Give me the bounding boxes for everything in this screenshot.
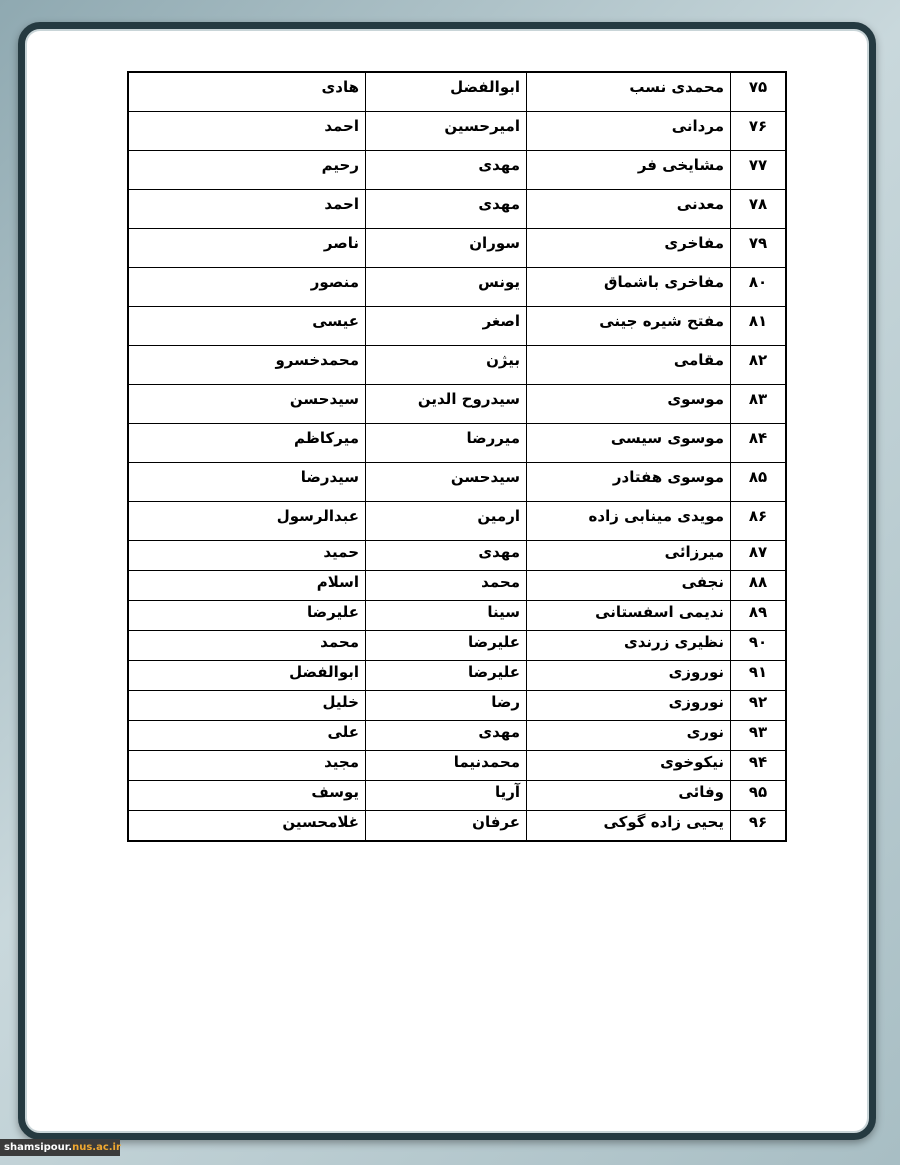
- table-row: [128, 72, 786, 112]
- row-number: ۸۹: [731, 601, 787, 631]
- last-name-cell: مفاخری باشماق: [527, 268, 731, 307]
- table-row: [128, 346, 786, 385]
- last-name-cell: مفتح شیره جینی: [527, 307, 731, 346]
- table-row: [128, 463, 786, 502]
- father-name-cell: علیرضا: [128, 601, 366, 631]
- last-name-cell: ندیمی اسفستانی: [527, 601, 731, 631]
- first-name-cell: علیرضا: [366, 631, 527, 661]
- table-row: [128, 571, 786, 601]
- father-name-cell: عبدالرسول: [128, 502, 366, 541]
- first-name-cell: سوران: [366, 229, 527, 268]
- row-number: ۸۸: [731, 571, 787, 601]
- row-number: ۸۰: [731, 268, 787, 307]
- father-name-cell: غلامحسین: [128, 811, 366, 842]
- father-name-cell: سیدحسن: [128, 385, 366, 424]
- site-watermark: [0, 1139, 120, 1156]
- father-name-cell: رحیم: [128, 151, 366, 190]
- first-name-cell: آریا: [366, 781, 527, 811]
- row-number: ۷۶: [731, 112, 787, 151]
- last-name-cell: موسوی سیسی: [527, 424, 731, 463]
- first-name-cell: مهدی: [366, 721, 527, 751]
- table-row: [128, 424, 786, 463]
- first-name-cell: ارمین: [366, 502, 527, 541]
- father-name-cell: عیسی: [128, 307, 366, 346]
- row-number: ۹۱: [731, 661, 787, 691]
- row-number: ۸۳: [731, 385, 787, 424]
- table-row: [128, 502, 786, 541]
- student-roster-table: [127, 71, 787, 842]
- father-name-cell: یوسف: [128, 781, 366, 811]
- table-row: [128, 691, 786, 721]
- row-number: ۹۳: [731, 721, 787, 751]
- first-name-cell: محمدنیما: [366, 751, 527, 781]
- first-name-cell: اصغر: [366, 307, 527, 346]
- last-name-cell: مویدی مینابی زاده: [527, 502, 731, 541]
- last-name-cell: نظیری زرندی: [527, 631, 731, 661]
- first-name-cell: محمد: [366, 571, 527, 601]
- last-name-cell: وفائی: [527, 781, 731, 811]
- first-name-cell: میررضا: [366, 424, 527, 463]
- row-number: ۷۵: [731, 72, 787, 112]
- table-row: [128, 601, 786, 631]
- last-name-cell: نوروزی: [527, 661, 731, 691]
- row-number: ۹۵: [731, 781, 787, 811]
- father-name-cell: میرکاظم: [128, 424, 366, 463]
- father-name-cell: منصور: [128, 268, 366, 307]
- father-name-cell: احمد: [128, 112, 366, 151]
- father-name-cell: اسلام: [128, 571, 366, 601]
- first-name-cell: سینا: [366, 601, 527, 631]
- father-name-cell: احمد: [128, 190, 366, 229]
- father-name-cell: ناصر: [128, 229, 366, 268]
- last-name-cell: مشایخی فر: [527, 151, 731, 190]
- father-name-cell: محمد: [128, 631, 366, 661]
- father-name-cell: سیدرضا: [128, 463, 366, 502]
- last-name-cell: محمدی نسب: [527, 72, 731, 112]
- row-number: ۸۱: [731, 307, 787, 346]
- last-name-cell: موسوی: [527, 385, 731, 424]
- first-name-cell: مهدی: [366, 190, 527, 229]
- first-name-cell: یونس: [366, 268, 527, 307]
- last-name-cell: مردانی: [527, 112, 731, 151]
- row-number: ۸۵: [731, 463, 787, 502]
- row-number: ۹۴: [731, 751, 787, 781]
- father-name-cell: محمدخسرو: [128, 346, 366, 385]
- row-number: ۷۸: [731, 190, 787, 229]
- table-row: [128, 385, 786, 424]
- row-number: ۸۲: [731, 346, 787, 385]
- father-name-cell: هادی: [128, 72, 366, 112]
- last-name-cell: معدنی: [527, 190, 731, 229]
- table-row: [128, 307, 786, 346]
- table-row: [128, 751, 786, 781]
- watermark-prefix: shamsipour.: [4, 1142, 73, 1153]
- table-row: [128, 112, 786, 151]
- last-name-cell: نیکوخوی: [527, 751, 731, 781]
- row-number: ۸۷: [731, 541, 787, 571]
- table-row: [128, 229, 786, 268]
- roster-body: [128, 72, 786, 841]
- last-name-cell: موسوی هفتادر: [527, 463, 731, 502]
- document-frame: [18, 22, 876, 1140]
- first-name-cell: ابوالفضل: [366, 72, 527, 112]
- table-row: [128, 721, 786, 751]
- last-name-cell: نجفی: [527, 571, 731, 601]
- first-name-cell: عرفان: [366, 811, 527, 842]
- row-number: ۹۶: [731, 811, 787, 842]
- first-name-cell: بیژن: [366, 346, 527, 385]
- watermark-domain: nus.ac.ir: [72, 1142, 121, 1153]
- first-name-cell: مهدی: [366, 151, 527, 190]
- first-name-cell: رضا: [366, 691, 527, 721]
- table-row: [128, 541, 786, 571]
- row-number: ۷۹: [731, 229, 787, 268]
- last-name-cell: نوروزی: [527, 691, 731, 721]
- table-row: [128, 190, 786, 229]
- first-name-cell: مهدی: [366, 541, 527, 571]
- father-name-cell: مجید: [128, 751, 366, 781]
- first-name-cell: سیدحسن: [366, 463, 527, 502]
- row-number: ۸۴: [731, 424, 787, 463]
- row-number: ۹۲: [731, 691, 787, 721]
- row-number: ۹۰: [731, 631, 787, 661]
- last-name-cell: مقامی: [527, 346, 731, 385]
- first-name-cell: امیرحسین: [366, 112, 527, 151]
- first-name-cell: سیدروح الدین: [366, 385, 527, 424]
- last-name-cell: میرزائی: [527, 541, 731, 571]
- table-row: [128, 268, 786, 307]
- father-name-cell: ابوالفضل: [128, 661, 366, 691]
- last-name-cell: یحیی زاده گوکی: [527, 811, 731, 842]
- table-row: [128, 811, 786, 842]
- table-row: [128, 661, 786, 691]
- last-name-cell: مفاخری: [527, 229, 731, 268]
- table-row: [128, 631, 786, 661]
- first-name-cell: علیرضا: [366, 661, 527, 691]
- father-name-cell: حمید: [128, 541, 366, 571]
- table-row: [128, 781, 786, 811]
- row-number: ۸۶: [731, 502, 787, 541]
- last-name-cell: نوری: [527, 721, 731, 751]
- row-number: ۷۷: [731, 151, 787, 190]
- father-name-cell: خلیل: [128, 691, 366, 721]
- table-row: [128, 151, 786, 190]
- father-name-cell: علی: [128, 721, 366, 751]
